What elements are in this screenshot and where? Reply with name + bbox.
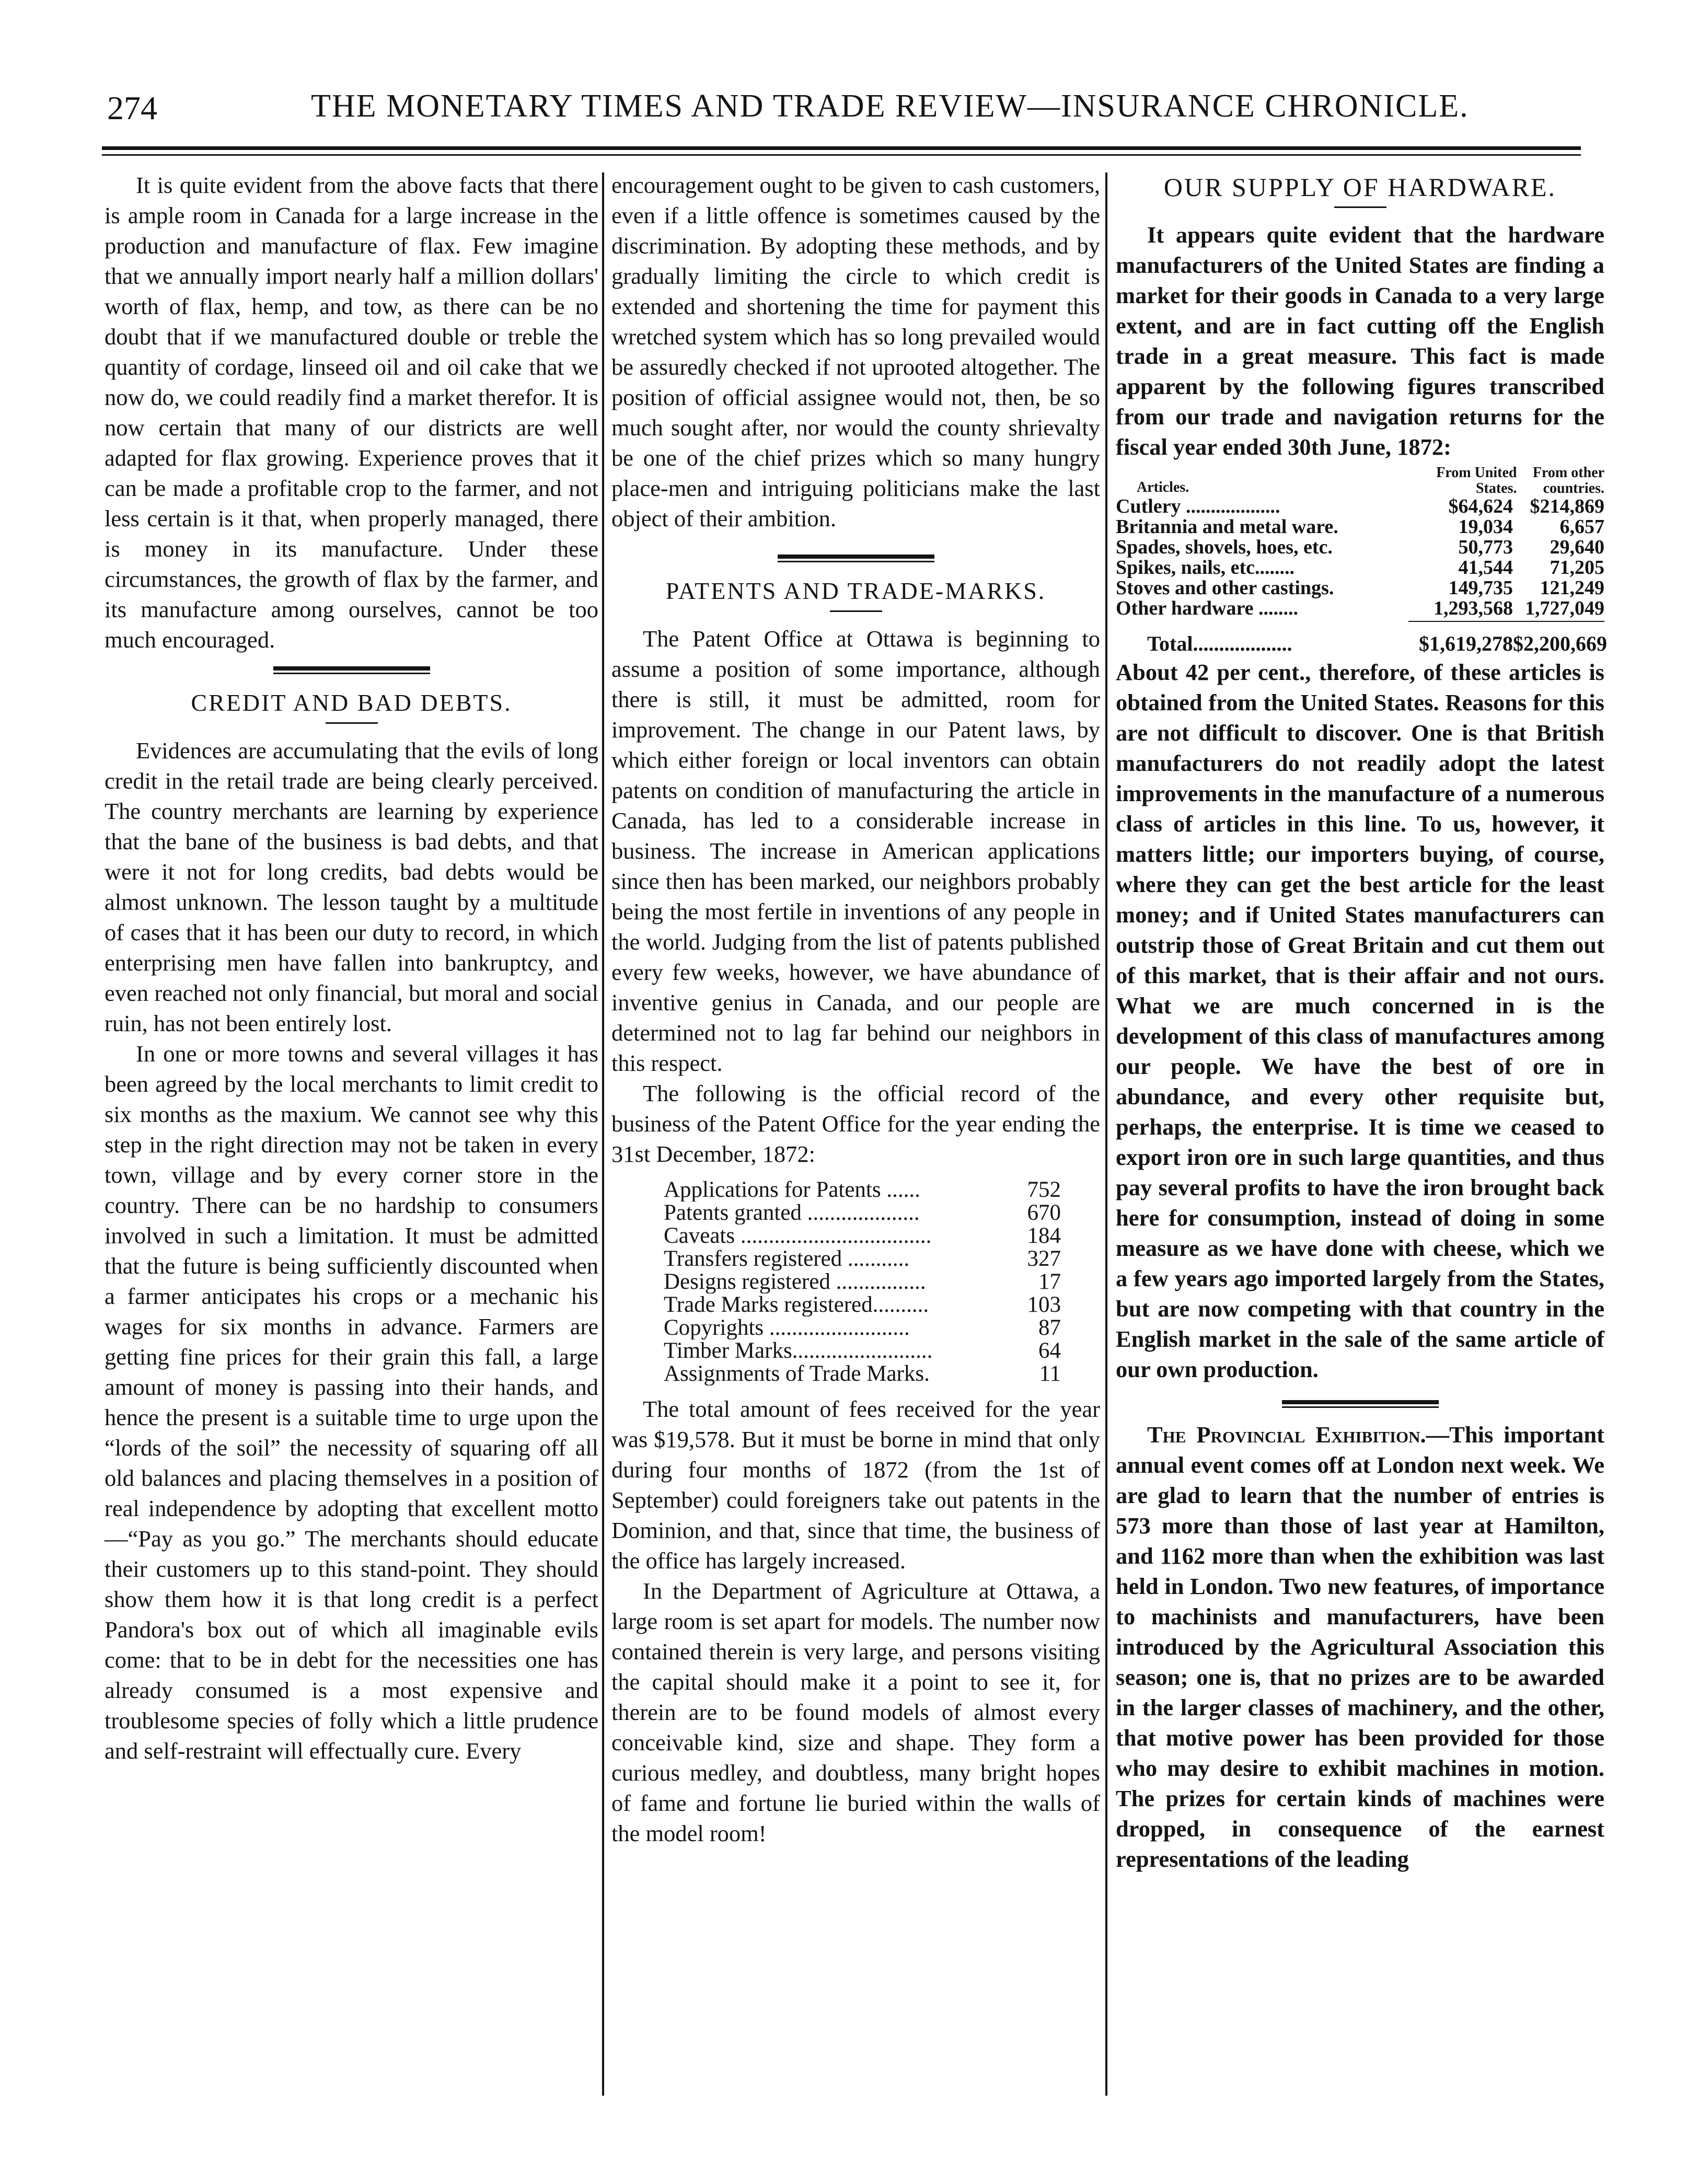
hardware-row <box>1116 496 1604 517</box>
credit-paragraph-2: In one or more towns and several villages it has been agreed by the local merchants to limit credit to six months as the maxium. We cannot see why this step in the right direction may not be taken in every town, village and by every corner store in the country. There can be no hardship to consumers involved in such a limitation. It must be admitted that the future is being sufficiently discounted when a farmer anticipates his crops or a mechanic his wages for six months in advance. Farmers are getting fine prices for their grain this fall, a large amount of money is passing into their hands, and hence the present is a suitable time to urge upon the “lords of the soil” the necessity of squaring off all old balances and placing themselves in a position of real independence by adopting that excellent motto—“Pay as you go.” The merchants should educate their customers up to this stand-point. They should show them how it is that long credit is a perfect Pandora's box out of which all imaginable evils come: that to be in debt for the necessities one has already consumed is a most expensive and troublesome species of folly which a little prudence and self-restraint will effectually cure. Every <box>105 1041 598 1764</box>
hardware-row <box>1116 578 1604 598</box>
from-other-value: 6,657 <box>1559 516 1604 538</box>
patents-paragraph-1: The Patent Office at Ottawa is beginning to assume a position of some importance, although there is still, it must be admitted, room for improvement. The change in our Patent laws, by which either foreign or local inventors can obtain patents on condition of manufacturing the article in Canada, has led to a considerable increase in business. The increase in American applications since then has been marked, our neighbors probably being the most fertile in inventions of any people in the world. Judging from the list of patents published every few weeks, however, we have abundance of inventive genius in Canada, and our people are determined not to lag far behind our neighbors in this respect. <box>611 626 1100 1076</box>
from-us-value: 41,544 <box>1458 557 1513 579</box>
header-rule-thin <box>102 154 1581 156</box>
hardware-total-row <box>1116 632 1607 655</box>
hardware-paragraph-2: About 42 per cent., therefore, of these articles is obtained from the United States. Reasons for this are not difficult to discover. One is that British manufacturers do not readily adopt the latest improvements in the manufacture of a numerous class of articles in this line. To us, however, it matters little; our importers buying, of course, where they can get the best article for the least money; and if United States manufacturers can outstrip those of Great Britain and cut them out of this market, that is their affair and not ours. What we are much concerned in is the development of this class of manufactures among our people. We have the best of ore in abundance, and every other requisite but, perhaps, the enterprise. It is time we ceased to export iron ore in such large quantities, and thus pay several profits to have the iron brought back here for consumption, instead of doing in some measure as we have done with cheese, which we a few years ago imported largely from the States, but are now competing with that country in the English market in the sale of the same article of our own production. <box>1116 659 1604 1382</box>
record-row <box>664 1293 1061 1316</box>
record-label: Trade Marks registered.......... <box>664 1293 929 1316</box>
record-row <box>664 1339 1061 1362</box>
article-name: Stoves and other castings. <box>1116 578 1334 598</box>
header-united-states: From United States. <box>1436 465 1517 496</box>
header-articles: Articles. <box>1137 479 1189 495</box>
from-us-value: 19,034 <box>1458 516 1513 538</box>
column-2 <box>611 170 1100 1848</box>
hardware-table <box>1116 465 1607 655</box>
record-value: 184 <box>1027 1223 1061 1248</box>
article-name: Britannia and metal ware. <box>1116 517 1338 537</box>
from-other-value: 29,640 <box>1550 536 1604 558</box>
hardware-row <box>1116 537 1604 558</box>
record-value: 17 <box>1038 1269 1061 1294</box>
masthead-title: THE MONETARY TIMES AND TRADE REVIEW—INSURANCE CHRONICLE. <box>311 88 1469 124</box>
section-separator <box>273 666 430 674</box>
column-1 <box>105 170 598 1766</box>
hardware-row <box>1116 517 1604 537</box>
record-label: Transfers registered ........... <box>664 1247 910 1270</box>
hardware-row <box>1116 598 1604 619</box>
article-name: Cutlery ................... <box>1116 496 1280 517</box>
heading-rule <box>326 722 378 724</box>
exhibition-text: —This important annual event comes off at London next week. We are glad to learn that the number of entries is 573 more than those of last year at Hamilton, and 1162 more than when the exhibition was last held in London. Two new features, of importance to machinists and manufacturers, have been introduced by the Agricultural Association this season; one is, that no prizes are to be awarded in the larger classes of machinery, and the other, that motive power has been provided for those who may desire to exhibit machines in motion. The prizes for certain kinds of machines were dropped, in consequence of the earnest representations of the leading <box>1116 1422 1605 1872</box>
record-row <box>664 1316 1061 1339</box>
hardware-heading: OUR SUPPLY OF HARDWARE. <box>1163 172 1557 202</box>
record-row <box>664 1362 1061 1385</box>
record-value: 752 <box>1027 1177 1061 1202</box>
patents-heading: PATENTS AND TRADE-MARKS. <box>665 577 1046 604</box>
patents-paragraph-3: The total amount of fees received for the year was $19,578. But it must be borne in mind that only during four months of 1872 (from the 1st of September) could foreigners take out patents in the Dominion, and that, since that time, the business of the office has largely increased. <box>611 1396 1100 1574</box>
column-3 <box>1116 170 1607 1874</box>
record-row <box>664 1178 1061 1201</box>
record-label: Assignments of Trade Marks. <box>664 1362 930 1385</box>
exhibition-paragraph <box>1116 1419 1604 1874</box>
column-divider-1 <box>602 172 604 2096</box>
record-row <box>664 1247 1061 1270</box>
total-label: Total................... <box>1147 633 1292 654</box>
record-label: Caveats .................................. <box>664 1224 932 1247</box>
page-number: 274 <box>107 89 157 126</box>
from-other-value: 121,249 <box>1540 577 1604 599</box>
record-label: Copyrights ......................... <box>664 1316 910 1339</box>
record-value: 670 <box>1027 1200 1061 1225</box>
total-us: $1,619,278 <box>1419 632 1513 655</box>
record-value: 103 <box>1027 1292 1061 1317</box>
record-value: 87 <box>1038 1315 1061 1340</box>
record-value: 11 <box>1039 1361 1061 1386</box>
section-separator <box>778 554 934 562</box>
from-other-value: 1,727,049 <box>1525 597 1604 619</box>
flax-paragraph: It is quite evident from the above facts that there is ample room in Canada for a large increase in the production and manufacture of flax. Few imagine that we annually import nearly half a million dollars' worth of flax, hemp, and tow, as there can be no doubt that if we manufactured double or treble the quantity of cordage, linseed oil and oil cake that we now do, we could readily find a market therefor. It is now certain that many of our districts are well adapted for flax growing. Experience proves that it can be made a profitable crop to the farmer, and not less certain is it that, when properly managed, there is money in its manufacture. Under these circumstances, the growth of flax by the farmer, and its manufacture among ourselves, cannot be too much encouraged. <box>105 172 598 653</box>
total-other: $2,200,669 <box>1513 632 1607 655</box>
section-separator <box>1282 1400 1439 1408</box>
article-name: Spikes, nails, etc........ <box>1116 558 1295 578</box>
record-label: Timber Marks......................... <box>664 1339 933 1362</box>
article-name: Other hardware ........ <box>1116 598 1299 619</box>
from-other-value: 71,205 <box>1550 557 1604 579</box>
from-other-value: $214,869 <box>1530 495 1604 517</box>
page-header <box>102 78 1602 136</box>
credit-heading: CREDIT AND BAD DEBTS. <box>191 689 512 716</box>
record-label: Designs registered ................ <box>664 1270 926 1293</box>
record-value: 327 <box>1027 1246 1061 1271</box>
exhibition-title: The Provincial Exhibition. <box>1147 1422 1426 1448</box>
header-rule <box>102 146 1581 150</box>
table-divider <box>1408 621 1604 622</box>
from-us-value: 149,735 <box>1448 577 1513 599</box>
heading-rule <box>830 610 882 612</box>
hardware-table-header <box>1116 465 1604 496</box>
heading-rule <box>1334 206 1386 208</box>
credit-paragraph-1: Evidences are accumulating that the evils of long credit in the retail trade are being clearly perceived. The country merchants are learning by experience that the bane of the business is bad debts, and that were it not for long credits, bad debts would be almost unknown. The lesson taught by a multitude of cases that it has been our duty to record, in which enterprising men have fallen into bankruptcy, and even reached not only financial, but moral and social ruin, has not been entirely lost. <box>105 737 598 1036</box>
article-name: Spades, shovels, hoes, etc. <box>1116 537 1333 558</box>
credit-continuation: encouragement ought to be given to cash customers, even if a little offence is sometimes caused by the discrimination. By adopting these methods, and by gradually limiting the circle to which credit is extended and shortening the time for payment this wretched system which has so long prevailed would be assuredly checked if not uprooted altogether. The position of official assignee would not, then, be so much sought after, nor would the county shrievalty be one of the chief prizes which so many hungry place-men and intriguing politicians make the last object of their ambition. <box>611 172 1100 531</box>
record-label: Applications for Patents ...... <box>664 1178 920 1201</box>
record-value: 64 <box>1038 1338 1061 1363</box>
from-us-value: 50,773 <box>1458 536 1513 558</box>
patents-paragraph-2: The following is the official record of the business of the Patent Office for the year ending the 31st December, 1872: <box>611 1080 1100 1167</box>
from-us-value: $64,624 <box>1448 495 1513 517</box>
record-row <box>664 1224 1061 1247</box>
column-divider-2 <box>1105 172 1107 2096</box>
hardware-paragraph-1: It appears quite evident that the hardware manufacturers of the United States are finding a market for their goods in Canada to a very large extent, and are in fact cutting off the English trade in a great measure. This fact is made apparent by the following figures transcribed from our trade and navigation returns for the fiscal year ended 30th June, 1872: <box>1116 222 1604 460</box>
from-us-value: 1,293,568 <box>1434 597 1513 619</box>
header-other-countries: From other countries. <box>1532 465 1604 496</box>
record-row <box>664 1201 1061 1224</box>
record-label: Patents granted .................... <box>664 1201 920 1224</box>
hardware-row <box>1116 558 1604 578</box>
record-row <box>664 1270 1061 1293</box>
patents-paragraph-4: In the Department of Agriculture at Ottawa, a large room is set apart for models. The number now contained therein is very large, and persons visiting the capital should make it a point to see it, for therein are to be found models of almost every conceivable kind, size and shape. They form a curious medley, and doubtless, many bright hopes of fame and fortune lie buried within the walls of the model room! <box>611 1578 1100 1846</box>
patent-office-record <box>664 1178 1061 1385</box>
